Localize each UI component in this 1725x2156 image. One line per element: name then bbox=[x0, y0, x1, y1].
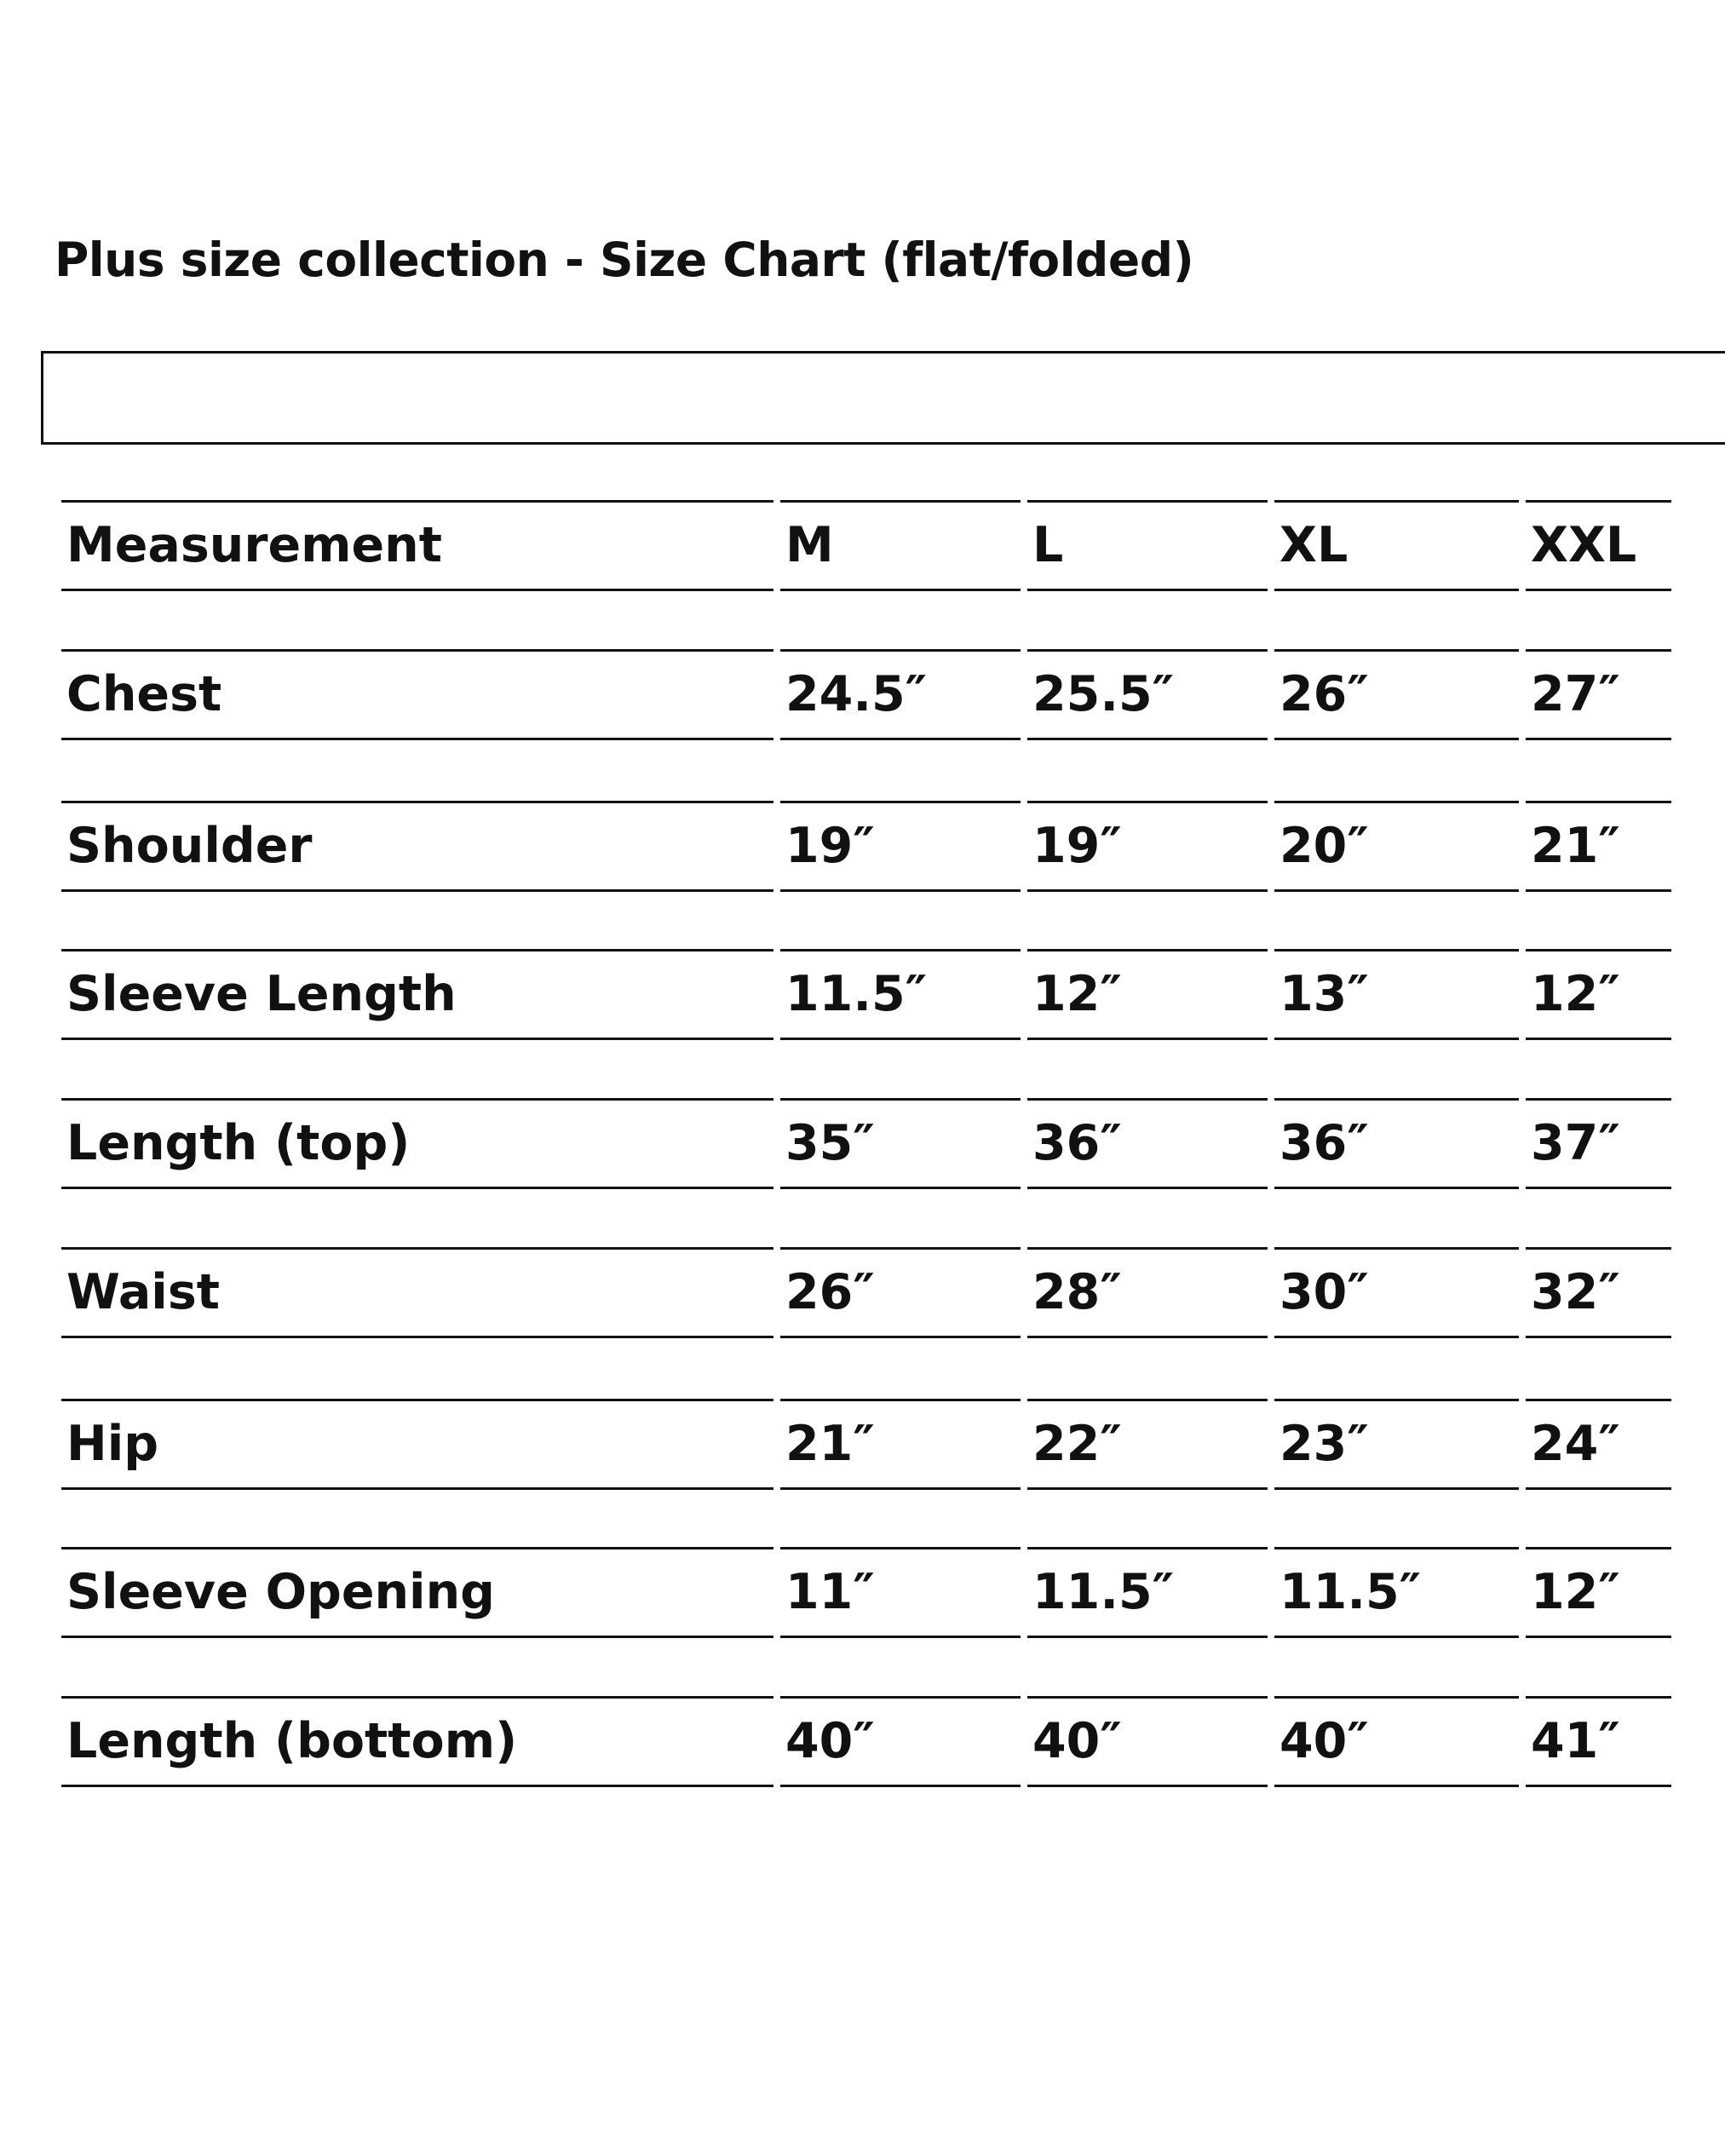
row-label: Sleeve Length bbox=[66, 966, 457, 1022]
header-label: Measurement bbox=[66, 517, 442, 573]
cell-value: 24.5″ bbox=[785, 666, 928, 722]
cell-value: 26″ bbox=[785, 1264, 875, 1320]
cell-value: 22″ bbox=[1032, 1416, 1122, 1472]
value-cell bbox=[1526, 801, 1671, 892]
value-cell bbox=[1526, 1696, 1671, 1787]
value-cell bbox=[1027, 649, 1268, 740]
table-row bbox=[0, 649, 1725, 740]
value-cell bbox=[1027, 1547, 1268, 1638]
value-cell bbox=[1526, 1098, 1671, 1189]
cell-value: 11″ bbox=[785, 1564, 875, 1620]
value-cell bbox=[1027, 1399, 1268, 1490]
value-cell bbox=[780, 649, 1021, 740]
cell-value: 21″ bbox=[1531, 818, 1620, 874]
value-cell bbox=[1274, 649, 1519, 740]
value-cell bbox=[780, 1247, 1021, 1338]
cell-value: 35″ bbox=[785, 1115, 875, 1171]
row-label-cell bbox=[61, 1098, 773, 1189]
value-cell bbox=[1274, 1098, 1519, 1189]
cell-value: 37″ bbox=[1531, 1115, 1620, 1171]
cell-value: 40″ bbox=[1279, 1713, 1369, 1769]
header-label: XXL bbox=[1531, 517, 1637, 573]
row-label: Waist bbox=[66, 1264, 221, 1320]
header-label: L bbox=[1032, 517, 1064, 573]
cell-value: 40″ bbox=[785, 1713, 875, 1769]
value-cell bbox=[780, 949, 1021, 1040]
cell-value: 25.5″ bbox=[1032, 666, 1175, 722]
row-label: Chest bbox=[66, 666, 222, 722]
cell-value: 41″ bbox=[1531, 1713, 1620, 1769]
row-label-cell bbox=[61, 949, 773, 1040]
row-label-cell bbox=[61, 1696, 773, 1787]
row-label-cell bbox=[61, 1247, 773, 1338]
value-cell bbox=[1526, 1247, 1671, 1338]
cell-value: 19″ bbox=[785, 818, 875, 874]
cell-value: 26″ bbox=[1279, 666, 1369, 722]
row-label: Sleeve Opening bbox=[66, 1564, 495, 1620]
value-cell bbox=[1274, 801, 1519, 892]
value-cell bbox=[1274, 1247, 1519, 1338]
cell-value: 13″ bbox=[1279, 966, 1369, 1022]
cell-value: 27″ bbox=[1531, 666, 1620, 722]
cell-value: 12″ bbox=[1531, 1564, 1620, 1620]
header-cell-measurement bbox=[61, 500, 773, 591]
row-label-cell bbox=[61, 1547, 773, 1638]
header-cell-xl bbox=[1274, 500, 1519, 591]
table-row bbox=[0, 1247, 1725, 1338]
value-cell bbox=[1027, 1247, 1268, 1338]
cell-value: 36″ bbox=[1032, 1115, 1122, 1171]
cell-value: 12″ bbox=[1531, 966, 1620, 1022]
page-title: Plus size collection - Size Chart (flat/folded) bbox=[55, 233, 1194, 287]
header-cell-xxl bbox=[1526, 500, 1671, 591]
value-cell bbox=[780, 1399, 1021, 1490]
value-cell bbox=[1027, 801, 1268, 892]
header-cell-m bbox=[780, 500, 1021, 591]
cell-value: 12″ bbox=[1032, 966, 1122, 1022]
row-label-cell bbox=[61, 649, 773, 740]
header-cell-l bbox=[1027, 500, 1268, 591]
value-cell bbox=[780, 801, 1021, 892]
value-cell bbox=[780, 1547, 1021, 1638]
row-label: Length (bottom) bbox=[66, 1713, 518, 1769]
cell-value: 20″ bbox=[1279, 818, 1369, 874]
row-label: Hip bbox=[66, 1416, 159, 1472]
value-cell bbox=[1274, 1547, 1519, 1638]
cell-value: 40″ bbox=[1032, 1713, 1122, 1769]
value-cell bbox=[1274, 949, 1519, 1040]
header-label: XL bbox=[1279, 517, 1348, 573]
table-row bbox=[0, 1399, 1725, 1490]
value-cell bbox=[1027, 1098, 1268, 1189]
table-row bbox=[0, 801, 1725, 892]
cell-value: 11.5″ bbox=[1279, 1564, 1422, 1620]
table-row bbox=[0, 1098, 1725, 1189]
value-cell bbox=[780, 1696, 1021, 1787]
row-label: Length (top) bbox=[66, 1115, 411, 1171]
table-row bbox=[0, 1547, 1725, 1638]
table-row bbox=[0, 1696, 1725, 1787]
value-cell bbox=[780, 1098, 1021, 1189]
value-cell bbox=[1274, 1399, 1519, 1490]
value-cell bbox=[1526, 1399, 1671, 1490]
cell-value: 28″ bbox=[1032, 1264, 1122, 1320]
table-header-row bbox=[0, 500, 1725, 591]
value-cell bbox=[1027, 1696, 1268, 1787]
cell-value: 23″ bbox=[1279, 1416, 1369, 1472]
row-label-cell bbox=[61, 1399, 773, 1490]
row-label-cell bbox=[61, 801, 773, 892]
header-label: M bbox=[785, 517, 834, 573]
cell-value: 21″ bbox=[785, 1416, 875, 1472]
value-cell bbox=[1027, 949, 1268, 1040]
cell-value: 11.5″ bbox=[785, 966, 928, 1022]
row-label: Shoulder bbox=[66, 818, 313, 874]
value-cell bbox=[1526, 649, 1671, 740]
table-row bbox=[0, 949, 1725, 1040]
cell-value: 24″ bbox=[1531, 1416, 1620, 1472]
value-cell bbox=[1526, 1547, 1671, 1638]
cell-value: 30″ bbox=[1279, 1264, 1369, 1320]
cell-value: 19″ bbox=[1032, 818, 1122, 874]
value-cell bbox=[1274, 1696, 1519, 1787]
value-cell bbox=[1526, 949, 1671, 1040]
cell-value: 36″ bbox=[1279, 1115, 1369, 1171]
cell-value: 32″ bbox=[1531, 1264, 1620, 1320]
cell-value: 11.5″ bbox=[1032, 1564, 1175, 1620]
